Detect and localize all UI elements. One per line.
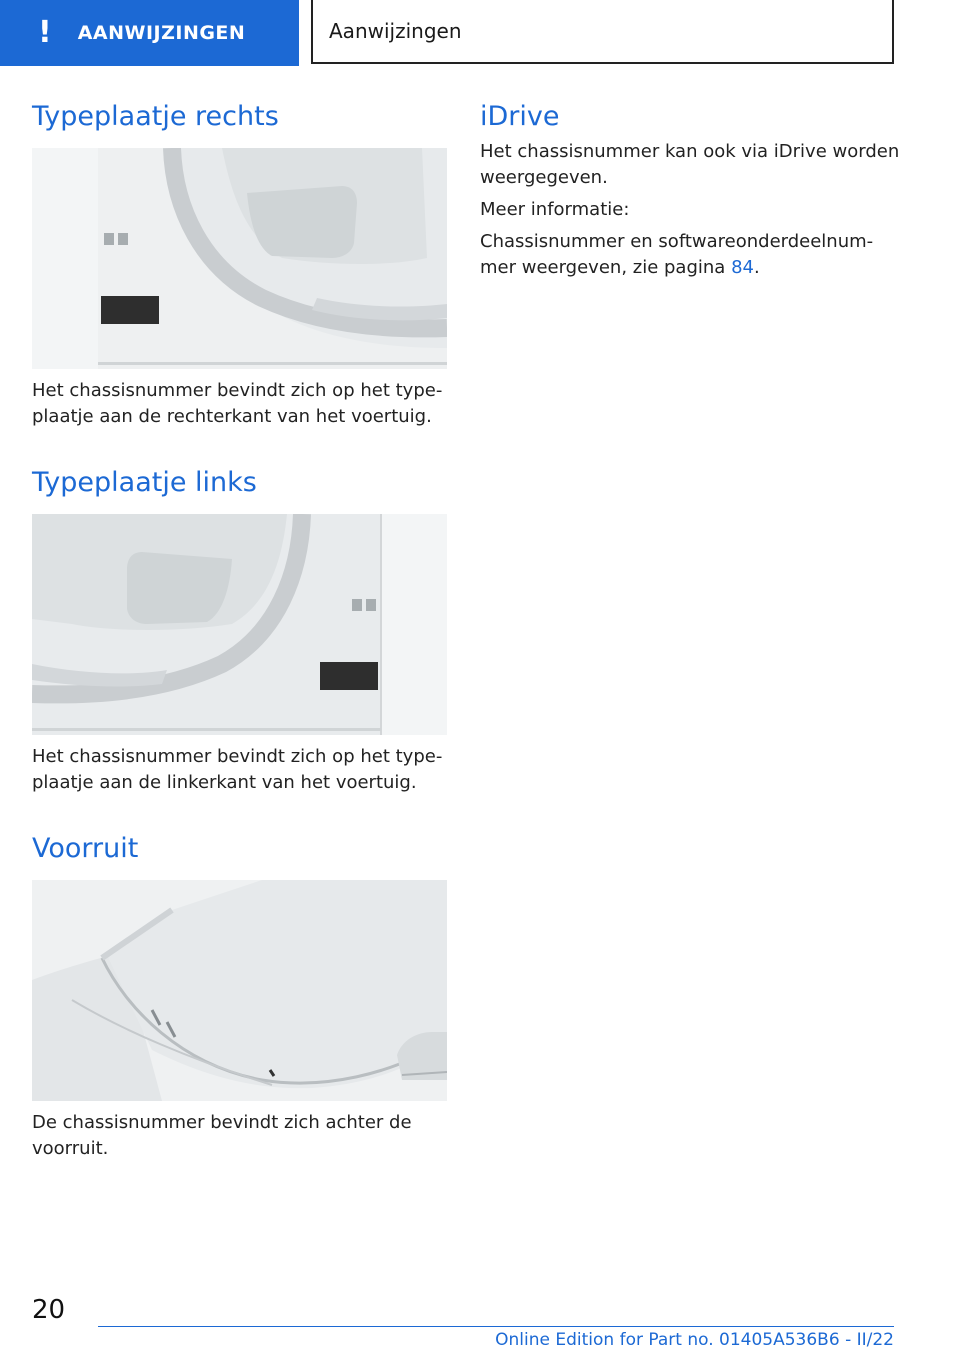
text-punctuation: . [753, 257, 760, 278]
illustration-door-sill-left [32, 514, 447, 735]
section-tab-label: AANWIJZINGEN [77, 22, 246, 44]
text-line: plaatje aan de rechterkant van het voertuig. [32, 406, 432, 427]
footer-edition: Online Edition for Part no. 01405A536B6 - II/22 [495, 1330, 894, 1350]
page-link[interactable]: 84 [731, 257, 754, 278]
illustration-door-sill-right [32, 148, 447, 369]
illustration-windscreen [32, 880, 447, 1101]
section-tab[interactable] [0, 0, 299, 66]
heading-typeplaatje-rechts: Typeplaatje rechts [32, 101, 279, 132]
text-line: De chassisnummer bevindt zich achter de [32, 1112, 412, 1133]
text-line: plaatje aan de linkerkant van het voertuig. [32, 772, 417, 793]
text-line: weergegeven. [480, 167, 608, 188]
text-line: mer weergeven, zie pagina [480, 257, 732, 278]
paragraph-more-info [480, 197, 629, 223]
exclamation-icon: ! [38, 15, 52, 50]
paragraph-right-plate [32, 378, 442, 430]
paragraph-left-plate [32, 744, 442, 796]
footer-divider [98, 1326, 894, 1327]
heading-voorruit: Voorruit [32, 833, 139, 864]
page-number: 20 [32, 1295, 66, 1325]
text-line: Het chassisnummer kan ook via iDrive worden [480, 141, 900, 162]
paragraph-reference [480, 229, 873, 281]
page-header [0, 0, 960, 66]
text-line: Chassisnummer en softwareonderdeelnum‐ [480, 231, 874, 252]
paragraph-idrive [480, 139, 899, 191]
chapter-tab-label: Aanwijzingen [329, 19, 462, 43]
paragraph-windscreen [32, 1110, 412, 1162]
text-line: Meer informatie: [480, 199, 630, 220]
text-line: Het chassisnummer bevindt zich op het type‐ [32, 380, 443, 401]
heading-typeplaatje-links: Typeplaatje links [32, 467, 257, 498]
text-line: Het chassisnummer bevindt zich op het type‐ [32, 746, 443, 767]
heading-idrive: iDrive [480, 101, 560, 132]
chapter-tab[interactable] [311, 0, 894, 64]
text-line: voorruit. [32, 1138, 109, 1159]
